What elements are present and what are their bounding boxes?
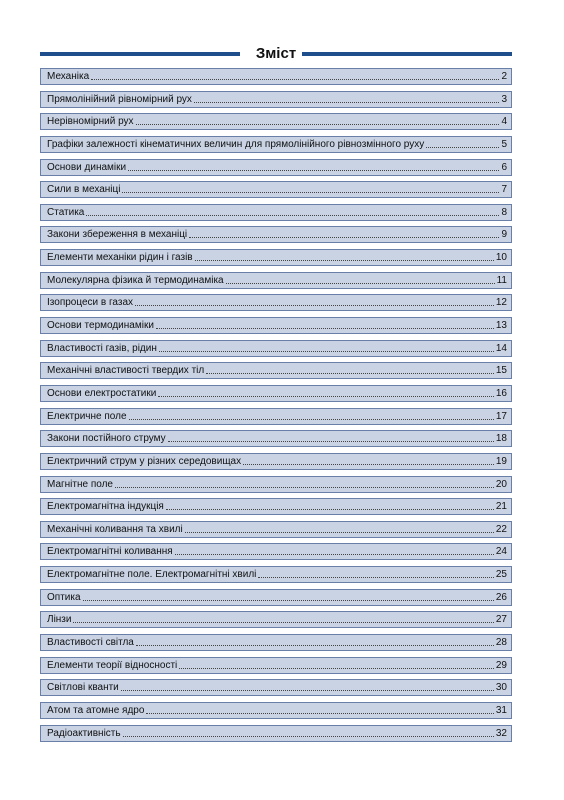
toc-entry[interactable] [40, 543, 512, 560]
toc-entry[interactable] [40, 408, 512, 425]
toc-entry-page: 9 [501, 229, 507, 241]
dot-leader [129, 419, 494, 420]
dot-leader [146, 713, 493, 714]
toc-entry-label: Атом та атомне ядро [47, 704, 145, 716]
toc-entry[interactable] [40, 589, 512, 606]
toc-entry[interactable] [40, 91, 512, 108]
dot-leader [115, 487, 494, 488]
dot-leader [195, 260, 494, 261]
dot-leader [121, 690, 494, 691]
toc-entry-label: Магнітне поле [47, 478, 113, 490]
toc-entry-label: Механічні властивості твердих тіл [47, 365, 205, 377]
dot-leader [194, 102, 500, 103]
table-of-contents [40, 68, 512, 747]
toc-entry-label: Властивості світла [47, 637, 134, 649]
toc-entry[interactable] [40, 204, 512, 221]
toc-entry-page: 7 [501, 184, 507, 196]
toc-entry-page: 11 [496, 274, 507, 286]
toc-entry-page: 16 [495, 387, 507, 399]
dot-leader [179, 668, 494, 669]
toc-entry[interactable] [40, 294, 512, 311]
dot-leader [226, 283, 495, 284]
dot-leader [135, 305, 494, 306]
toc-entry[interactable] [40, 521, 512, 538]
toc-entry[interactable] [40, 272, 512, 289]
toc-entry[interactable] [40, 340, 512, 357]
toc-entry[interactable] [40, 226, 512, 243]
toc-entry-label: Графіки залежності кінематичних величин для прямолінійного рівнозмінного руху [47, 138, 425, 150]
toc-entry-page: 14 [495, 342, 507, 354]
dot-leader [123, 736, 494, 737]
toc-entry-page: 6 [501, 161, 507, 173]
toc-entry-page: 32 [495, 727, 507, 739]
toc-entry-label: Властивості газів, рідин [47, 342, 157, 354]
toc-entry[interactable] [40, 498, 512, 515]
toc-entry-label: Сили в механіці [47, 184, 121, 196]
toc-entry-label: Прямолінійний рівномірний рух [47, 93, 192, 105]
dot-leader [189, 237, 499, 238]
dot-leader [86, 215, 499, 216]
toc-entry-page: 29 [495, 659, 507, 671]
toc-entry-page: 25 [495, 569, 507, 581]
toc-entry[interactable] [40, 679, 512, 696]
toc-entry-page: 5 [501, 138, 507, 150]
toc-entry-label: Електромагнітні коливання [47, 546, 173, 558]
toc-header [40, 44, 512, 64]
toc-entry-label: Світлові кванти [47, 682, 119, 694]
dot-leader [243, 464, 494, 465]
toc-entry-page: 19 [495, 455, 507, 467]
dot-leader [206, 373, 494, 374]
toc-entry-page: 21 [495, 501, 507, 513]
toc-entry-label: Основи динаміки [47, 161, 127, 173]
toc-entry-label: Електричне поле [47, 410, 127, 422]
toc-entry-page: 31 [495, 704, 507, 716]
dot-leader [136, 124, 500, 125]
toc-entry-label: Основи термодинаміки [47, 320, 154, 332]
toc-entry-page: 24 [495, 546, 507, 558]
toc-entry-page: 10 [495, 252, 507, 264]
toc-entry[interactable] [40, 702, 512, 719]
toc-entry[interactable] [40, 249, 512, 266]
toc-entry-label: Механічні коливання та хвилі [47, 523, 183, 535]
toc-entry-label: Основи електростатики [47, 387, 157, 399]
dot-leader [91, 79, 499, 80]
toc-entry[interactable] [40, 362, 512, 379]
toc-entry[interactable] [40, 453, 512, 470]
dot-leader [158, 396, 494, 397]
toc-entry-page: 2 [501, 71, 507, 82]
toc-entry[interactable] [40, 725, 512, 742]
dot-leader [83, 600, 494, 601]
dot-leader [128, 170, 499, 171]
toc-entry-label: Молекулярна фізика й термодинаміка [47, 274, 224, 286]
toc-entry-page: 27 [495, 614, 507, 626]
toc-entry-label: Статика [47, 206, 85, 218]
toc-entry-page: 12 [495, 297, 507, 309]
dot-leader [175, 554, 494, 555]
toc-entry-page: 13 [495, 320, 507, 332]
toc-entry-page: 15 [495, 365, 507, 377]
toc-entry[interactable] [40, 181, 512, 198]
toc-entry[interactable] [40, 159, 512, 176]
toc-entry-page: 22 [495, 523, 507, 535]
toc-entry-label: Електромагнітне поле. Електромагнітні хвилі [47, 569, 257, 581]
toc-entry-label: Закони постійного струму [47, 433, 166, 445]
toc-entry-page: 26 [495, 591, 507, 603]
toc-entry[interactable] [40, 136, 512, 153]
dot-leader [122, 192, 499, 193]
toc-entry-label: Механіка [47, 71, 90, 82]
dot-leader [185, 532, 494, 533]
toc-entry-page: 4 [501, 116, 507, 128]
dot-leader [426, 147, 499, 148]
toc-entry-label: Ізопроцеси в газах [47, 297, 134, 309]
toc-entry-label: Закони збереження в механіці [47, 229, 188, 241]
dot-leader [168, 441, 494, 442]
toc-entry[interactable] [40, 634, 512, 651]
toc-entry-label: Елементи теорії відносності [47, 659, 178, 671]
toc-entry-page: 17 [495, 410, 507, 422]
toc-entry[interactable] [40, 113, 512, 130]
toc-entry-page: 30 [495, 682, 507, 694]
toc-entry-label: Лінзи [47, 614, 72, 626]
toc-entry-page: 3 [501, 93, 507, 105]
toc-entry-page: 18 [495, 433, 507, 445]
toc-entry[interactable] [40, 68, 512, 85]
dot-leader [73, 622, 493, 623]
dot-leader [166, 509, 494, 510]
toc-entry-label: Електричний струм у різних середовищах [47, 455, 242, 467]
toc-entry-page: 28 [495, 637, 507, 649]
toc-entry-page: 20 [495, 478, 507, 490]
dot-leader [258, 577, 493, 578]
dot-leader [159, 351, 494, 352]
toc-entry-label: Елементи механіки рідин і газів [47, 252, 193, 264]
page-title: Зміст [255, 45, 297, 62]
toc-entry[interactable] [40, 476, 512, 493]
toc-entry[interactable] [40, 317, 512, 334]
toc-entry-label: Електромагнітна індукція [47, 501, 164, 513]
dot-leader [156, 328, 494, 329]
toc-entry[interactable] [40, 566, 512, 583]
toc-entry-label: Нерівномірний рух [47, 116, 134, 128]
toc-entry-page: 8 [501, 206, 507, 218]
toc-entry[interactable] [40, 430, 512, 447]
toc-entry-label: Радіоактивність [47, 727, 121, 739]
toc-entry[interactable] [40, 657, 512, 674]
toc-entry[interactable] [40, 611, 512, 628]
toc-entry[interactable] [40, 385, 512, 402]
dot-leader [136, 645, 494, 646]
toc-entry-label: Оптика [47, 591, 81, 603]
